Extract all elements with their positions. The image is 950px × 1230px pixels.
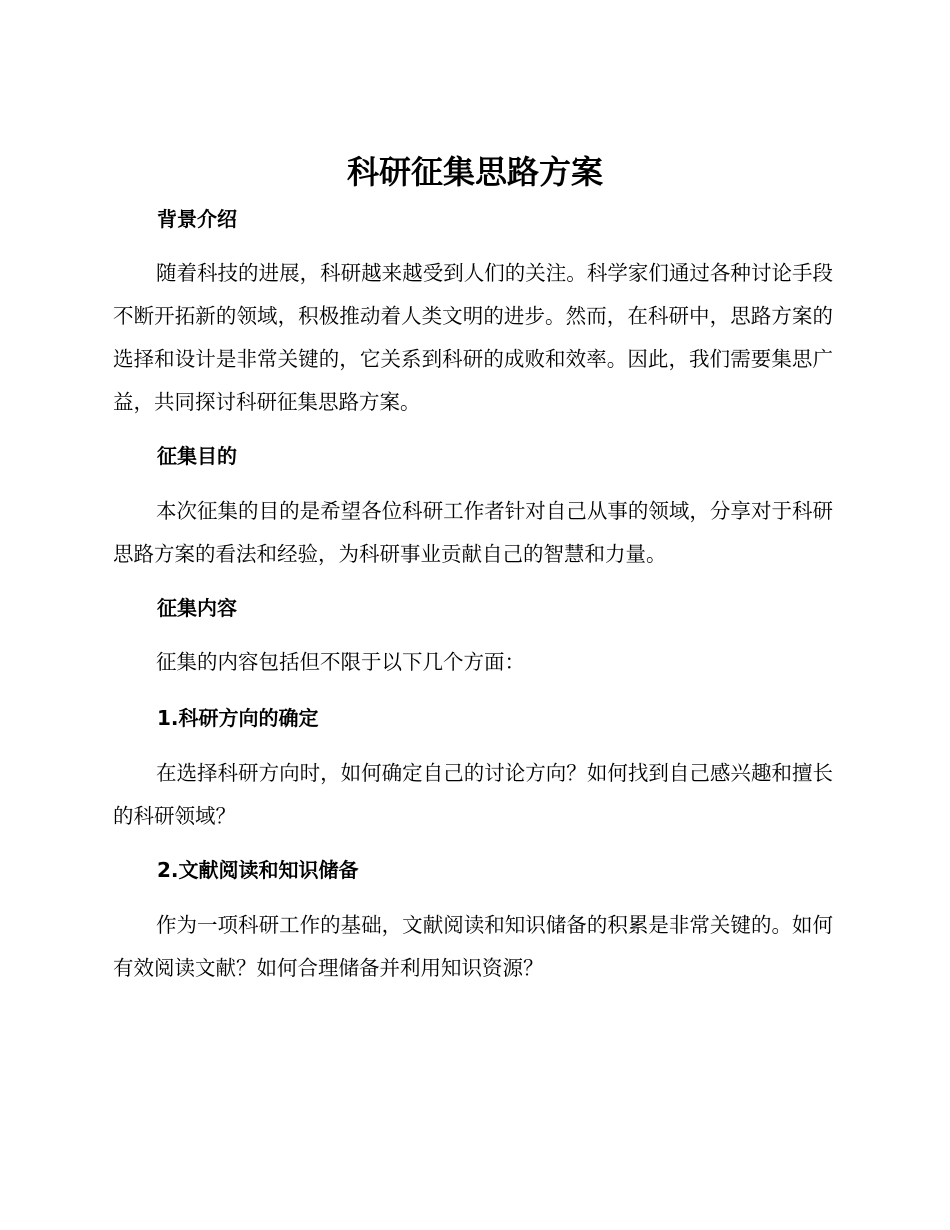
section-paragraph-direction: 在选择科研方向时，如何确定自己的讨论方向？如何找到自己感兴趣和擅长的科研领域？ xyxy=(113,761,833,828)
section-heading-background: 背景介绍 xyxy=(157,207,237,231)
document-title: 科研征集思路方案 xyxy=(346,153,603,191)
section-heading-direction: 1.科研方向的确定 xyxy=(157,706,319,730)
section-paragraph-content: 征集的内容包括但不限于以下几个方面： xyxy=(156,650,525,674)
section-heading-purpose: 征集目的 xyxy=(157,444,237,468)
section-heading-literature: 2.文献阅读和知识储备 xyxy=(157,858,359,882)
section-paragraph-background: 随着科技的进展，科研越来越受到人们的关注。科学家们通过各种讨论手段不断开拓新的领域，积极推动着人类文明的进步。然而，在科研中，思路方案的选择和设计是非常关键的，它关系到科研的成败和效率。因此，我们需要集思广益，共同探讨科研征集思路方案。 xyxy=(113,261,833,414)
section-paragraph-literature: 作为一项科研工作的基础，文献阅读和知识储备的积累是非常关键的。如何有效阅读文献？如何合理储备并利用知识资源？ xyxy=(113,913,833,980)
section-heading-content: 征集内容 xyxy=(157,596,237,620)
section-paragraph-purpose: 本次征集的目的是希望各位科研工作者针对自己从事的领域，分享对于科研思路方案的看法和经验，为科研事业贡献自己的智慧和力量。 xyxy=(113,499,833,566)
